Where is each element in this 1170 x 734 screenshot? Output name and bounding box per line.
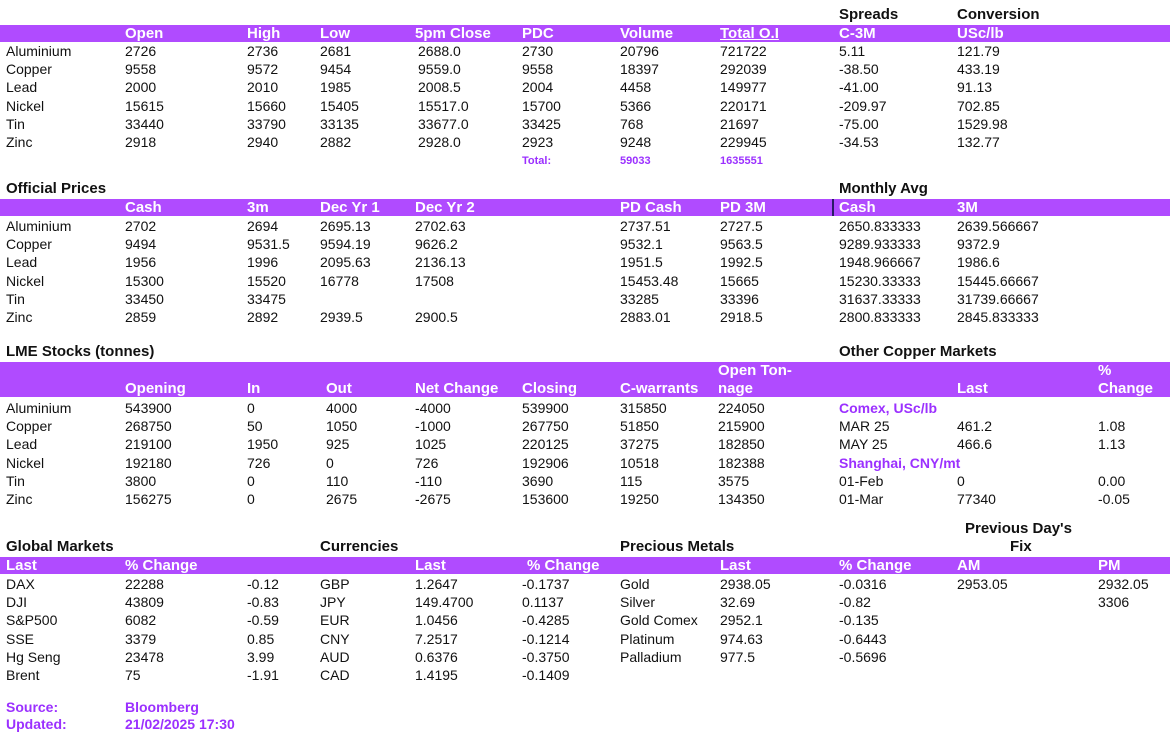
official-row-cell: 1996 xyxy=(247,254,279,271)
official-row-cell: 2892 xyxy=(247,309,279,325)
other-copper-row-cell: MAR 25 xyxy=(839,418,890,435)
col-monthly-cash: Cash xyxy=(839,199,876,216)
stock-row-cell: Nickel xyxy=(6,454,45,471)
price-row-cell: 433.19 xyxy=(957,61,1000,78)
market-row-cell: -0.83 xyxy=(247,594,279,611)
metal-row-cell: -0.6443 xyxy=(839,630,887,647)
official-row-cell: 2650.833333 xyxy=(839,218,921,234)
metal-row-cell: Palladium xyxy=(620,648,682,665)
stock-row-cell: 539900 xyxy=(522,400,569,416)
col-closing: Closing xyxy=(522,380,577,397)
metal-row-cell: -0.5696 xyxy=(839,648,887,665)
stock-row-cell: 215900 xyxy=(718,418,765,435)
official-row-cell: 33475 xyxy=(247,290,286,307)
stock-row-cell: 224050 xyxy=(718,400,765,416)
other-copper-row-cell: 77340 xyxy=(957,491,996,507)
stock-row-cell: 2675 xyxy=(326,491,358,507)
market-row-cell: -1.91 xyxy=(247,667,279,683)
stock-row-cell: 50 xyxy=(247,418,263,435)
stock-row-cell: 726 xyxy=(415,454,439,471)
official-row-cell: 15520 xyxy=(247,272,286,289)
other-copper-row-cell: 01-Mar xyxy=(839,491,884,507)
stock-row-cell: 219100 xyxy=(125,436,172,453)
source-label: Source: xyxy=(6,699,59,715)
market-row-cell: -0.59 xyxy=(247,612,279,629)
price-row-cell: 132.77 xyxy=(957,134,1000,150)
metal-row-cell: Silver xyxy=(620,594,656,611)
price-row-cell: 4458 xyxy=(620,79,652,96)
price-row-cell: -209.97 xyxy=(839,97,887,114)
official-row-cell: Aluminium xyxy=(6,218,72,234)
price-row-cell: Tin xyxy=(6,115,25,132)
currency-row-cell: 149.4700 xyxy=(415,594,474,611)
col-open-tonnage-line1: Open Ton- xyxy=(718,362,792,379)
price-row-cell: 220171 xyxy=(720,97,767,114)
stock-row-cell: 51850 xyxy=(620,418,659,435)
stock-row-cell: -4000 xyxy=(415,400,451,416)
stock-row-cell: 3800 xyxy=(125,472,157,489)
stock-row-cell: 115 xyxy=(620,472,643,489)
stock-row-cell: 1025 xyxy=(415,436,447,453)
col-monthly-3m: 3M xyxy=(957,199,978,216)
official-row-cell: 2918.5 xyxy=(720,309,763,325)
col-global-pct: % Change xyxy=(125,557,198,574)
total-oi: 1635551 xyxy=(720,155,763,167)
price-row-cell: 15517.0 xyxy=(418,97,469,114)
official-row-cell: Nickel xyxy=(6,272,45,289)
col-out: Out xyxy=(326,380,352,397)
price-row-cell: 9558 xyxy=(522,61,554,78)
market-row-cell: 75 xyxy=(125,667,141,683)
official-row-cell: 9531.5 xyxy=(247,236,290,253)
price-row-cell: 2008.5 xyxy=(418,79,461,96)
price-row-cell: 9558 xyxy=(125,61,157,78)
col-other-last: Last xyxy=(957,380,988,397)
metal-row-cell: Gold Comex xyxy=(620,612,698,629)
price-row-cell: 9454 xyxy=(320,61,352,78)
market-row-cell: 0.85 xyxy=(247,630,275,647)
stock-row-cell: 1950 xyxy=(247,436,279,453)
currencies-title: Currencies xyxy=(320,538,399,555)
official-row-cell: 2695.13 xyxy=(320,218,371,234)
official-row-cell: 15445.66667 xyxy=(957,272,1039,289)
metal-row-cell: 2932.05 xyxy=(1098,576,1149,592)
price-row-cell: 91.13 xyxy=(957,79,993,96)
stock-row-cell: 153600 xyxy=(522,491,569,507)
col-open: Open xyxy=(125,25,164,42)
official-row-cell: 2702 xyxy=(125,218,157,234)
official-row-cell: 2702.63 xyxy=(415,218,466,234)
stock-row-cell: -1000 xyxy=(415,418,451,435)
stock-row-cell: 268750 xyxy=(125,418,172,435)
price-row-cell: 5.11 xyxy=(839,43,866,59)
col-metal-last: Last xyxy=(720,557,751,574)
metal-row-cell: 977.5 xyxy=(720,648,756,665)
currency-row-cell: -0.3750 xyxy=(522,648,570,665)
global-markets-title: Global Markets xyxy=(6,538,114,555)
price-row-cell: 2923 xyxy=(522,134,554,150)
official-row-cell: 33396 xyxy=(720,290,759,307)
stock-row-cell: 726 xyxy=(247,454,271,471)
official-row-cell: 2727.5 xyxy=(720,218,763,234)
total-volume: 59033 xyxy=(620,155,651,167)
stock-row-cell: 3575 xyxy=(718,472,750,489)
official-row-cell: Zinc xyxy=(6,309,33,325)
metal-row-cell: Gold xyxy=(620,576,650,592)
other-copper-row-cell: 0.00 xyxy=(1098,472,1126,489)
col-global-last: Last xyxy=(6,557,37,574)
other-copper-row-cell: 466.6 xyxy=(957,436,993,453)
price-row-cell: 2918 xyxy=(125,134,157,150)
price-row-cell: 5366 xyxy=(620,97,652,114)
currency-row-cell: CAD xyxy=(320,667,350,683)
col-in: In xyxy=(247,380,261,397)
official-row-cell: 9626.2 xyxy=(415,236,458,253)
other-copper-title: Other Copper Markets xyxy=(839,343,997,360)
price-row-cell: 229945 xyxy=(720,134,767,150)
stock-row-cell: 220125 xyxy=(522,436,569,453)
currency-row-cell: -0.1214 xyxy=(522,630,570,647)
price-row-cell: 33790 xyxy=(247,115,286,132)
currency-row-cell: 1.0456 xyxy=(415,612,458,629)
market-row-cell: Hg Seng xyxy=(6,648,61,665)
stock-row-cell: 315850 xyxy=(620,400,667,416)
stock-row-cell: Copper xyxy=(6,418,52,435)
metal-row-cell: 2938.05 xyxy=(720,576,771,592)
col-total-oi: Total O.I xyxy=(720,25,779,42)
col-usc-lb: USc/lb xyxy=(957,25,1004,42)
col-low: Low xyxy=(320,25,350,42)
price-row-cell: 2004 xyxy=(522,79,554,96)
col-pd-cash: PD Cash xyxy=(620,199,682,216)
price-row-cell: Aluminium xyxy=(6,43,72,59)
spreads-group-title: Spreads xyxy=(839,6,899,23)
official-prices-title: Official Prices xyxy=(6,180,107,197)
other-copper-row-cell: Shanghai, CNY/mt xyxy=(839,454,961,471)
other-copper-row-cell: 01-Feb xyxy=(839,472,884,489)
official-row-cell: Copper xyxy=(6,236,52,253)
official-row-cell: 2859 xyxy=(125,309,157,325)
price-row-cell: -38.50 xyxy=(839,61,879,78)
price-row-cell: 2730 xyxy=(522,43,554,59)
market-row-cell: DAX xyxy=(6,576,35,592)
price-row-cell: 9559.0 xyxy=(418,61,461,78)
stock-row-cell: -2675 xyxy=(415,491,451,507)
price-row-cell: 768 xyxy=(620,115,644,132)
col-pd-3m: PD 3M xyxy=(720,199,766,216)
stock-row-cell: 0 xyxy=(326,454,334,471)
price-row-cell: 2681 xyxy=(320,43,352,59)
other-copper-row-cell: Comex, USc/lb xyxy=(839,400,938,416)
price-row-cell: 21697 xyxy=(720,115,759,132)
price-row-cell: 15615 xyxy=(125,97,164,114)
stock-row-cell: Aluminium xyxy=(6,400,72,416)
market-row-cell: 23478 xyxy=(125,648,164,665)
metal-row-cell: -0.135 xyxy=(839,612,879,629)
currency-row-cell: GBP xyxy=(320,576,350,592)
official-row-cell: 9532.1 xyxy=(620,236,663,253)
col-fix-pm: PM xyxy=(1098,557,1121,574)
precious-metals-title: Precious Metals xyxy=(620,538,735,555)
price-row-cell: 33425 xyxy=(522,115,561,132)
market-row-cell: SSE xyxy=(6,630,35,647)
other-copper-row-cell: MAY 25 xyxy=(839,436,888,453)
metal-row-cell: 974.63 xyxy=(720,630,763,647)
price-row-cell: 33135 xyxy=(320,115,359,132)
official-row-cell: 9563.5 xyxy=(720,236,763,253)
currency-row-cell: 1.2647 xyxy=(415,576,458,592)
col-pct-line1: % xyxy=(1098,362,1112,379)
stock-row-cell: 0 xyxy=(247,472,255,489)
currency-row-cell: EUR xyxy=(320,612,350,629)
price-row-cell: Zinc xyxy=(6,134,33,150)
currency-row-cell: 0.1137 xyxy=(522,594,564,611)
official-row-cell: 31739.66667 xyxy=(957,290,1039,307)
col-3m: 3m xyxy=(247,199,269,216)
price-row-cell: 2736 xyxy=(247,43,279,59)
official-row-cell: 2845.833333 xyxy=(957,309,1039,325)
official-row-cell: 2136.13 xyxy=(415,254,466,271)
price-row-cell: 9572 xyxy=(247,61,279,78)
col-dec-yr-2: Dec Yr 2 xyxy=(415,199,475,216)
official-row-cell: Lead xyxy=(6,254,38,271)
col-currency-pct: % Change xyxy=(527,557,600,574)
col-c-3m: C-3M xyxy=(839,25,876,42)
price-row-cell: 15660 xyxy=(247,97,286,114)
currency-row-cell: -0.1737 xyxy=(522,576,570,592)
official-row-cell: 2095.63 xyxy=(320,254,371,271)
currency-row-cell: JPY xyxy=(320,594,346,611)
official-row-cell: 2639.566667 xyxy=(957,218,1039,234)
market-row-cell: Brent xyxy=(6,667,40,683)
price-row-cell: 2882 xyxy=(320,134,352,150)
metal-row-cell: -0.0316 xyxy=(839,576,887,592)
price-row-cell: 33440 xyxy=(125,115,164,132)
official-header-band xyxy=(0,199,1170,216)
official-row-cell: 15300 xyxy=(125,272,164,289)
stock-row-cell: 0 xyxy=(247,400,255,416)
previous-day-fix-title-line2: Fix xyxy=(1010,538,1032,555)
official-row-cell: 1948.966667 xyxy=(839,254,921,271)
stock-row-cell: 182388 xyxy=(718,454,765,471)
metal-row-cell: Platinum xyxy=(620,630,675,647)
official-row-cell: 2800.833333 xyxy=(839,309,921,325)
official-row-cell: 1956 xyxy=(125,254,157,271)
price-row-cell: 2010 xyxy=(247,79,279,96)
stock-row-cell: Tin xyxy=(6,472,25,489)
stock-row-cell: Lead xyxy=(6,436,38,453)
other-copper-row-cell: 461.2 xyxy=(957,418,993,435)
currency-row-cell: -0.4285 xyxy=(522,612,570,629)
price-row-cell: 15405 xyxy=(320,97,359,114)
price-row-cell: 1529.98 xyxy=(957,115,1008,132)
currency-row-cell: 0.6376 xyxy=(415,648,458,665)
stock-row-cell: 10518 xyxy=(620,454,659,471)
price-row-cell: 2000 xyxy=(125,79,157,96)
stock-row-cell: 267750 xyxy=(522,418,569,435)
price-row-cell: 2688.0 xyxy=(418,43,461,59)
price-row-cell: 702.85 xyxy=(957,97,1000,114)
official-row-cell: Tin xyxy=(6,290,25,307)
price-row-cell: 721722 xyxy=(720,43,767,59)
col-high: High xyxy=(247,25,281,42)
market-row-cell: 22288 xyxy=(125,576,164,592)
market-row-cell: 3.99 xyxy=(247,648,275,665)
previous-day-fix-title-line1: Previous Day's xyxy=(965,520,1072,537)
price-row-cell: 292039 xyxy=(720,61,767,78)
stock-row-cell: 156275 xyxy=(125,491,172,507)
official-row-cell: 9594.19 xyxy=(320,236,371,253)
market-row-cell: 6082 xyxy=(125,612,157,629)
official-row-cell: 15665 xyxy=(720,272,759,289)
stock-row-cell: 0 xyxy=(247,491,255,507)
currency-row-cell: -0.1409 xyxy=(522,667,570,683)
official-row-cell: 33450 xyxy=(125,290,164,307)
price-row-cell: 149977 xyxy=(720,79,767,96)
metal-row-cell: 2952.1 xyxy=(720,612,763,629)
currency-row-cell: CNY xyxy=(320,630,350,647)
stock-row-cell: 37275 xyxy=(620,436,659,453)
stock-row-cell: 925 xyxy=(326,436,350,453)
official-row-cell: 2883.01 xyxy=(620,309,671,325)
col-net-change: Net Change xyxy=(415,380,499,397)
col-opening: Opening xyxy=(125,380,186,397)
price-row-cell: 121.79 xyxy=(957,43,1000,59)
monthly-divider xyxy=(832,199,834,216)
price-row-cell: -34.53 xyxy=(839,134,879,150)
price-row-cell: 9248 xyxy=(620,134,652,150)
other-copper-row-cell: 1.08 xyxy=(1098,418,1126,435)
col-volume: Volume xyxy=(620,25,674,42)
col-cash: Cash xyxy=(125,199,162,216)
official-row-cell: 9372.9 xyxy=(957,236,1000,253)
official-row-cell: 17508 xyxy=(415,272,454,289)
price-row-cell: Lead xyxy=(6,79,38,96)
col-dec-yr-1: Dec Yr 1 xyxy=(320,199,380,216)
stock-row-cell: 192180 xyxy=(125,454,172,471)
col-currency-last: Last xyxy=(415,557,446,574)
conversion-group-title: Conversion xyxy=(957,6,1040,23)
official-row-cell: 2900.5 xyxy=(415,309,458,325)
market-row-cell: -0.12 xyxy=(247,576,279,592)
col-open-tonnage-line2: nage xyxy=(718,380,754,397)
market-row-cell: S&P500 xyxy=(6,612,58,629)
stock-row-cell: 110 xyxy=(326,472,349,489)
total-label: Total: xyxy=(522,155,552,167)
official-row-cell: 2939.5 xyxy=(320,309,363,325)
lme-stocks-title: LME Stocks (tonnes) xyxy=(6,343,155,360)
metal-row-cell: 3306 xyxy=(1098,594,1130,611)
price-row-cell: -41.00 xyxy=(839,79,879,96)
col-pct-line2: Change xyxy=(1098,380,1154,397)
metal-row-cell: 2953.05 xyxy=(957,576,1008,592)
stock-row-cell: -110 xyxy=(415,472,442,489)
stock-row-cell: 3690 xyxy=(522,472,554,489)
price-row-cell: 2726 xyxy=(125,43,157,59)
official-row-cell: 16778 xyxy=(320,272,359,289)
official-row-cell: 2737.51 xyxy=(620,218,671,234)
col-metal-pct: % Change xyxy=(839,557,912,574)
price-row-cell: 2940 xyxy=(247,134,279,150)
metal-row-cell: 32.69 xyxy=(720,594,756,611)
price-row-cell: 20796 xyxy=(620,43,659,59)
price-row-cell: 15700 xyxy=(522,97,561,114)
official-row-cell: 15230.33333 xyxy=(839,272,921,289)
price-row-cell: Nickel xyxy=(6,97,45,114)
other-copper-row-cell: 0 xyxy=(957,472,965,489)
updated-label: Updated: xyxy=(6,716,67,732)
official-row-cell: 31637.33333 xyxy=(839,290,921,307)
official-row-cell: 1986.6 xyxy=(957,254,1000,271)
stock-row-cell: Zinc xyxy=(6,491,33,507)
stock-row-cell: 182850 xyxy=(718,436,765,453)
stock-row-cell: 192906 xyxy=(522,454,569,471)
metal-row-cell: -0.82 xyxy=(839,594,871,611)
market-row-cell: 3379 xyxy=(125,630,157,647)
currency-row-cell: 7.2517 xyxy=(415,630,458,647)
price-row-cell: 1985 xyxy=(320,79,352,96)
other-copper-row-cell: -0.05 xyxy=(1098,491,1130,507)
currency-row-cell: AUD xyxy=(320,648,350,665)
official-row-cell: 1951.5 xyxy=(620,254,663,271)
col-pdc: PDC xyxy=(522,25,554,42)
col-c-warrants: C-warrants xyxy=(620,380,699,397)
official-row-cell: 33285 xyxy=(620,290,659,307)
official-row-cell: 1992.5 xyxy=(720,254,763,271)
stock-row-cell: 19250 xyxy=(620,491,659,507)
updated-value: 21/02/2025 17:30 xyxy=(125,716,235,732)
price-row-cell: Copper xyxy=(6,61,52,78)
official-row-cell: 9494 xyxy=(125,236,157,253)
price-row-cell: -75.00 xyxy=(839,115,879,132)
price-row-cell: 2928.0 xyxy=(418,134,461,150)
official-row-cell: 2694 xyxy=(247,218,279,234)
official-row-cell: 9289.933333 xyxy=(839,236,921,253)
source-value: Bloomberg xyxy=(125,699,199,715)
other-copper-row-cell: 1.13 xyxy=(1098,436,1126,453)
col-5pm-close: 5pm Close xyxy=(415,25,491,42)
stock-row-cell: 134350 xyxy=(718,491,765,507)
price-row-cell: 18397 xyxy=(620,61,659,78)
col-fix-am: AM xyxy=(957,557,981,574)
monthly-avg-title: Monthly Avg xyxy=(839,180,928,197)
market-row-cell: DJI xyxy=(6,594,27,611)
stock-row-cell: 1050 xyxy=(326,418,358,435)
price-row-cell: 33677.0 xyxy=(418,115,469,132)
stock-row-cell: 4000 xyxy=(326,400,358,416)
currency-row-cell: 1.4195 xyxy=(415,667,458,683)
official-row-cell: 15453.48 xyxy=(620,272,679,289)
stock-row-cell: 543900 xyxy=(125,400,172,416)
market-row-cell: 43809 xyxy=(125,594,164,611)
